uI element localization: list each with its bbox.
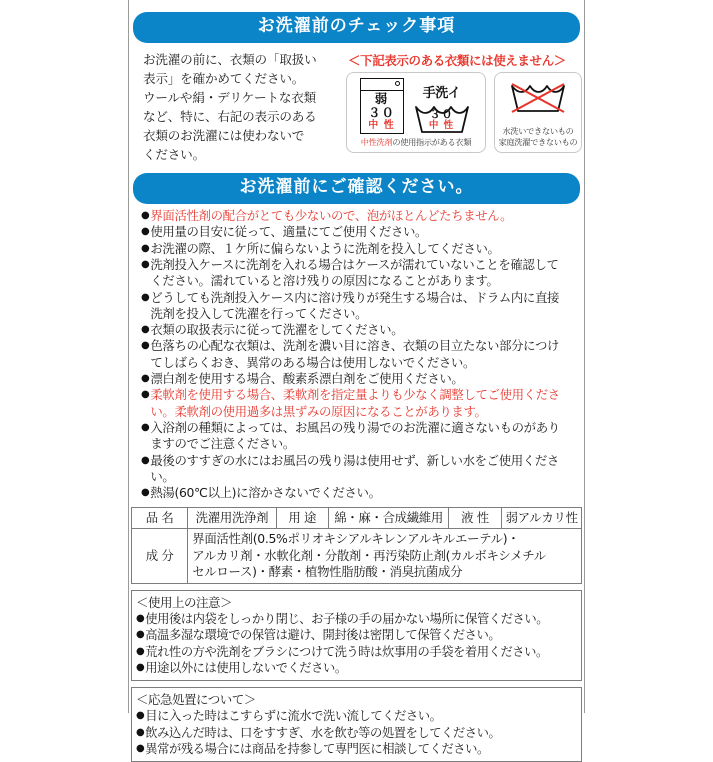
no-water-wash-icon [509, 80, 567, 114]
table-row [132, 507, 582, 529]
bullet-line: い。柔軟剤の使用過多は黒ずみの原因になることがあります。 [150, 403, 487, 419]
bullet-line: 荒れ性の方や洗剤をブラシにつけて洗う時は炊事用の手袋を着用ください。 [145, 644, 548, 659]
care-glyph-row [352, 78, 480, 134]
bullet-line: 異常が残る場合には商品を持参して専門医に相談してください。 [145, 742, 489, 757]
spec-value-name: 洗濯用洗浄剤 [188, 507, 276, 529]
list-item [136, 725, 577, 742]
care-symbol-boxes [346, 72, 582, 153]
bullet-text [145, 660, 577, 677]
care-symbol-box-no-water-wash [494, 72, 582, 153]
machine-neutral-label: 中 性 [368, 119, 395, 131]
hand-wash-neutral: 中 性 [428, 119, 455, 131]
spec-label-name: 品 名 [132, 507, 188, 529]
spec-label-use: 用 途 [276, 507, 328, 529]
label-content [131, 0, 582, 757]
list-item [141, 420, 580, 453]
care-box-a-note-rest: の使用指示がある衣類 [392, 136, 472, 147]
bullet-text [150, 257, 580, 290]
list-item [141, 224, 580, 240]
spec-label-ingredients: 成 分 [132, 529, 188, 584]
bullet-line: 使用後は内袋をしっかり閉じ、お子様の手の届かない場所に保管ください。 [145, 611, 549, 626]
pre-wash-bullet-list [131, 208, 582, 502]
bullet-text [150, 208, 580, 224]
bullet-text [145, 725, 577, 742]
bullet-text [145, 644, 577, 661]
care-box-a-note-red: 中性洗剤 [360, 136, 393, 147]
bullet-text [150, 322, 580, 338]
ingredients-line-1: 界面活性剤(0.5%ポリオキシアルキレンアルキルエーテル)・ [192, 531, 520, 547]
list-item [141, 257, 580, 290]
bullet-dot-icon: ● [136, 743, 145, 755]
hand-wash-tub-text [413, 109, 471, 132]
bullet-text [150, 290, 580, 323]
bullet-dot-icon: ● [141, 291, 150, 303]
list-item [141, 338, 580, 371]
bullet-dot-icon: ● [136, 645, 145, 657]
intro-line-2: 表示」を確かめてください。 [143, 70, 305, 86]
list-item [136, 611, 577, 628]
intro-row [131, 50, 582, 165]
page-right-border [584, 0, 585, 713]
intro-text-block [131, 50, 342, 165]
list-item [136, 708, 577, 725]
bullet-line: 高温多湿な環境での保管は避け、開封後は密閉して保管ください。 [145, 628, 501, 643]
list-item [136, 644, 577, 661]
care-symbol-caption: ＜下記表示のある衣類には使えません＞ [348, 52, 566, 68]
bullet-dot-icon: ● [141, 373, 150, 385]
bullet-text [145, 708, 577, 725]
bullet-text [150, 224, 580, 240]
list-item [136, 741, 577, 758]
list-item [141, 453, 580, 486]
care-symbol-area [346, 50, 582, 153]
bullet-line: 使用量の目安に従って、適量にてご使用ください。 [150, 224, 428, 240]
bullet-dot-icon: ● [136, 662, 145, 674]
bullet-dot-icon: ● [136, 612, 145, 624]
intro-line-5: 衣類のお洗濯には使わないで [143, 128, 305, 144]
machine-temp-label: ３０ [367, 104, 395, 120]
bullet-line: 漂白剤を使用する場合、酸素系漂白剤をご使用ください。 [150, 371, 464, 387]
spec-value-use: 綿・麻・合成繊維用 [328, 507, 449, 529]
bullet-line: どうしても洗剤投入ケース内に溶け残りが発生する場合は、ドラム内に直接 [150, 289, 560, 305]
product-spec-table [131, 507, 582, 584]
bullet-dot-icon: ● [141, 242, 150, 254]
bullet-dot-icon: ● [141, 340, 150, 352]
washing-machine-body [361, 91, 403, 133]
table-row [132, 529, 582, 584]
bullet-line: 洗剤投入ケースに洗剤を入れる場合はケースが濡れていないことを確認して [150, 256, 559, 272]
care-box-b-note-line-1: 水洗いできないもの [502, 125, 574, 136]
bullet-dot-icon: ● [141, 226, 150, 238]
care-box-a-note [361, 137, 471, 148]
list-item [141, 485, 580, 501]
list-item [141, 322, 580, 338]
ingredients-line-3: セルロース)・酵素・植物性脂肪酸・消臭抗菌成分 [192, 564, 463, 580]
bullet-dot-icon: ● [136, 629, 145, 641]
list-item [136, 660, 577, 677]
section-header-pre-wash-check: お洗濯前のチェック事項 [133, 12, 580, 43]
bullet-line: 入浴剤の種類によっては、お風呂の残り湯でのお洗濯に適さないものがあり [150, 420, 560, 435]
section-header-pre-wash-confirm: お洗濯前にご確認ください。 [133, 173, 580, 204]
bullet-line: ますのでご注意ください。 [150, 436, 295, 452]
bullet-text [145, 611, 577, 628]
usage-notes-box [131, 590, 582, 681]
spec-value-ingredients [188, 529, 582, 584]
bullet-dot-icon: ● [141, 389, 150, 401]
washing-machine-icon [360, 78, 404, 134]
bullet-text [150, 387, 580, 420]
hand-wash-icon [411, 82, 473, 134]
first-aid-list [136, 708, 577, 758]
first-aid-box [131, 687, 582, 762]
bullet-line: 最後のすすぎの水にはお風呂の残り湯は使用せず、新しい水をご使用ください。 [150, 452, 559, 484]
usage-notes-list [136, 611, 577, 677]
bullet-dot-icon: ● [141, 324, 150, 336]
list-item [141, 241, 580, 257]
bullet-line: お洗濯の際、１ケ所に偏らないように洗剤を投入してください。 [150, 240, 500, 256]
page-left-border [128, 0, 129, 713]
list-item [141, 387, 580, 420]
bullet-dot-icon: ● [141, 454, 150, 466]
list-item [141, 290, 580, 323]
bullet-line: 目に入った時はこすらずに流水で洗い流してください。 [145, 708, 442, 723]
washing-machine-dot-icon [395, 81, 400, 86]
first-aid-heading: ＜応急処置について＞ [136, 691, 256, 707]
list-item [141, 371, 580, 387]
intro-line-4: など、特に、右記の表示のある [143, 108, 317, 124]
bullet-line: 色落ちの心配な衣類は、洗剤を濃い目に溶き、衣類の目立たない部分につけ [150, 338, 560, 354]
intro-line-6: ください。 [143, 147, 205, 163]
bullet-dot-icon: ● [141, 422, 150, 433]
bullet-text [145, 627, 577, 644]
list-item [141, 208, 580, 224]
machine-strength-label: 弱 [374, 90, 389, 106]
bullet-dot-icon: ● [141, 209, 150, 221]
bullet-text [150, 241, 580, 257]
spec-label-liquid: 液 性 [449, 507, 501, 529]
bullet-line: 界面活性剤の配合がとても少ないので、泡がほとんどたちません。 [150, 207, 513, 223]
bullet-text [145, 741, 577, 758]
bullet-dot-icon: ● [136, 709, 145, 721]
usage-notes-heading: ＜使用上の注意＞ [136, 594, 233, 610]
hand-wash-tub-shape [413, 102, 471, 134]
washing-machine-lid [361, 79, 403, 91]
ingredients-line-2: アルカリ剤・水軟化剤・分散剤・再汚染防止剤(カルボキシメチル [192, 547, 546, 563]
bullet-line: 衣類の取扱表示に従って洗濯をしてください。 [150, 322, 404, 338]
bullet-text [150, 338, 580, 371]
bullet-line: 熱湯(60℃以上)に溶かさないでください。 [150, 485, 381, 501]
list-item [136, 627, 577, 644]
bullet-line: 飲み込んだ時は、口をすすぎ、水を飲む等の処置をしてください。 [145, 725, 501, 740]
spec-value-liquid: 弱アルカリ性 [501, 507, 581, 529]
bullet-text [150, 420, 580, 453]
bullet-line: ください。濡れていると溶け残りの原因になることがあります。 [150, 273, 499, 289]
bullet-text [150, 371, 580, 387]
care-box-b-note-line-2: 家庭洗濯できないもの [498, 136, 578, 147]
intro-line-3: ウールや絹・デリケートな衣類 [143, 89, 317, 105]
bullet-dot-icon: ● [136, 726, 145, 738]
bullet-dot-icon: ● [141, 487, 150, 499]
care-box-b-note [499, 126, 578, 148]
hand-wash-temp: ３０ [429, 107, 454, 121]
intro-line-1: お洗濯の前に、衣類の「取扱い [143, 51, 317, 67]
bullet-line: 洗剤を投入して洗濯を行ってください。 [150, 305, 368, 321]
care-symbol-box-not-usable-neutral [346, 72, 486, 153]
bullet-text [150, 485, 580, 501]
bullet-line: 用途以外には使用しないでください。 [145, 661, 347, 676]
bullet-dot-icon: ● [141, 258, 150, 270]
bullet-line: てしばらくおき、異常のある場合は使用しないでください。 [150, 354, 475, 370]
bullet-line: 柔軟剤を使用する場合、柔軟剤を指定量よりも少なく調整してご使用くださ [150, 387, 560, 403]
hand-wash-label: 手洗イ [422, 85, 461, 101]
bullet-text [150, 453, 580, 486]
